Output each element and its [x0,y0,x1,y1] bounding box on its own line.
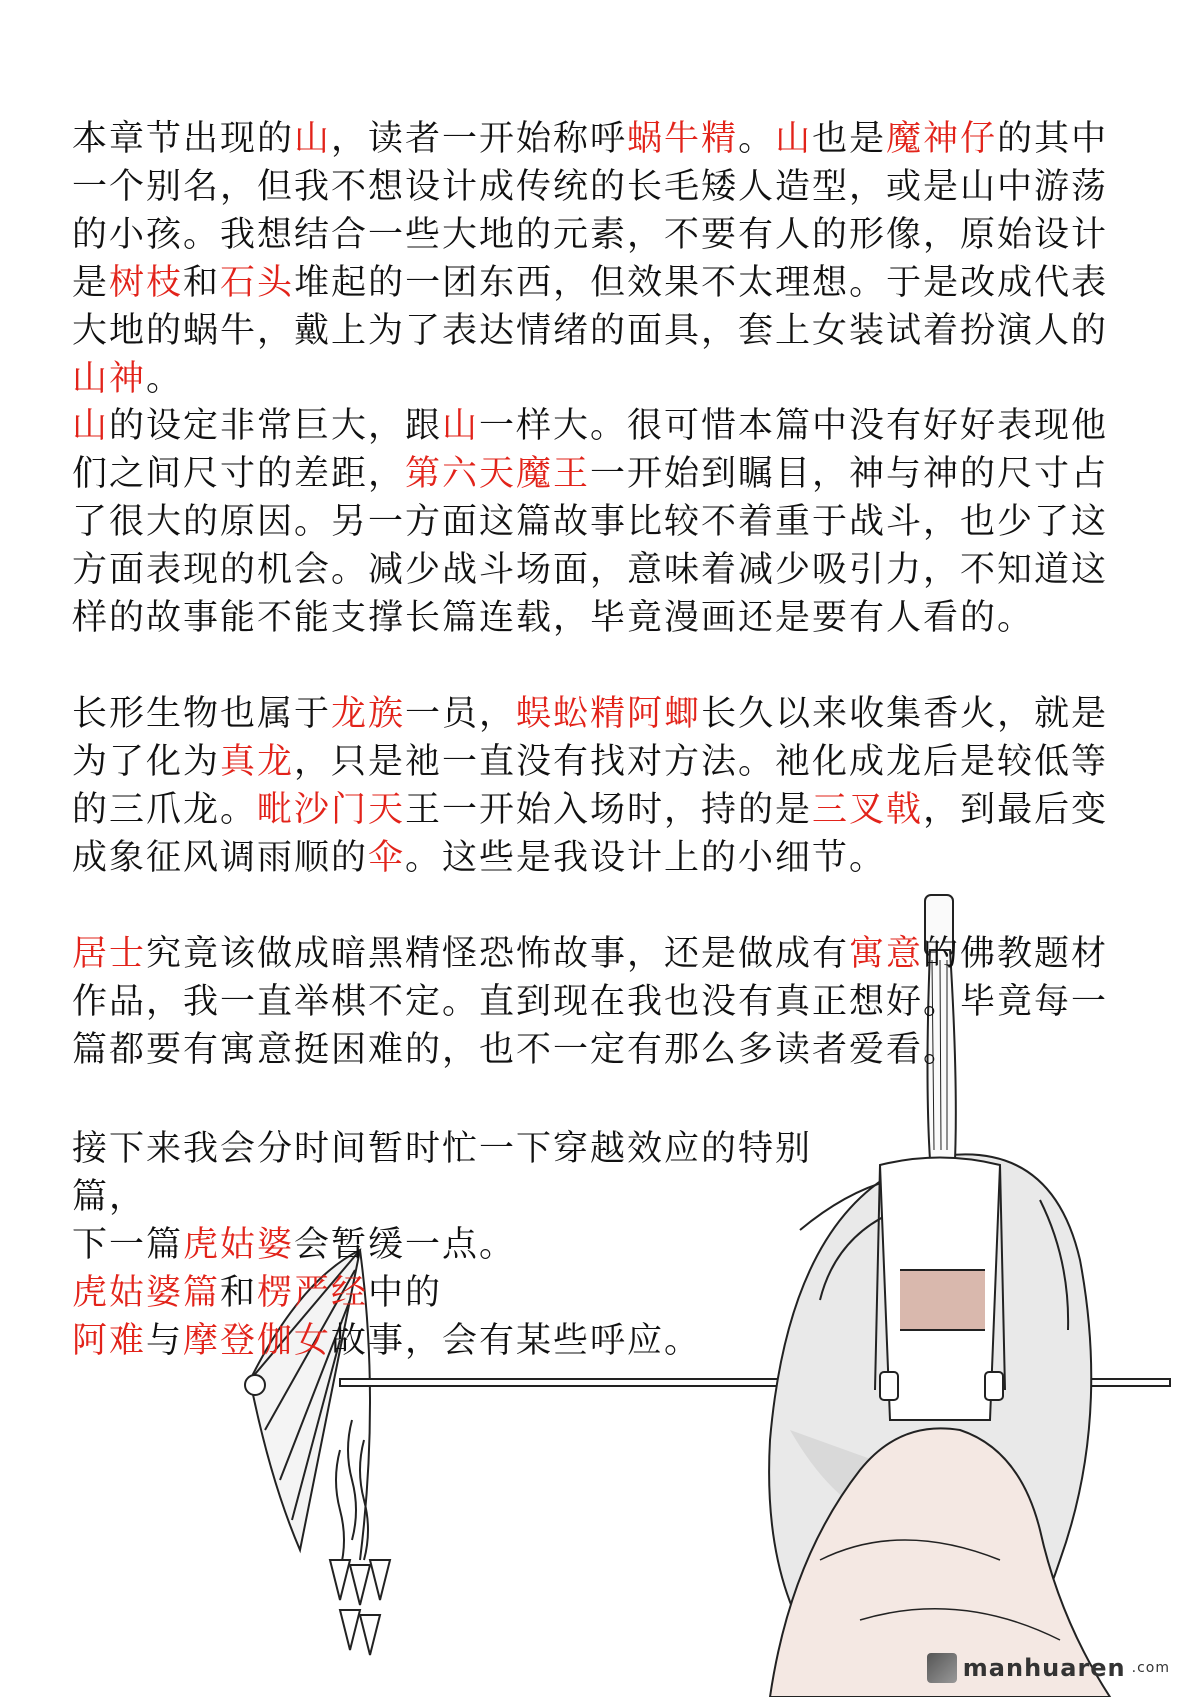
text-segment: ，只是祂一直没有找对方法。祂化成龙后是较低等的三爪龙。 [72,742,1109,830]
paragraph-4 [72,930,1132,1074]
paragraph-3 [72,690,1132,882]
text-segment: 。 [146,359,184,399]
text-segment: 长久以来收集香火，就是为了化为 [72,694,1109,782]
text-segment: 。这些是我设计上的小细节。 [405,838,887,878]
text-segment: 与 [146,1321,184,1361]
text-segment: 也是 [812,119,887,159]
closing-line-2 [72,1221,872,1269]
highlight-term: 虎姑婆篇 [72,1273,221,1313]
text-segment: 中的 [368,1273,443,1313]
text-segment: 会暂缓一点。 [294,1225,517,1265]
highlight-term: 伞 [368,838,406,878]
highlight-term: 魔神仔 [886,119,998,159]
text-segment: ，读者一开始称呼 [331,119,628,159]
highlight-term: 山 [442,406,480,446]
watermark-logo-icon [927,1653,957,1683]
text-segment: 和 [183,263,221,303]
highlight-term: 居士 [72,934,147,974]
highlight-term: 三叉戟 [812,790,924,830]
highlight-term: 虎姑婆 [183,1225,295,1265]
text-segment: 究竟该做成暗黑精怪恐怖故事，还是做成有 [146,934,850,974]
closing-line-3 [72,1269,872,1317]
paragraph-1 [72,115,1132,403]
text-segment: 接下来我会分时间暂时忙一下穿越效应的特别篇， [72,1129,813,1217]
highlight-term: 第六天魔王 [405,454,591,494]
highlight-term: 山 [294,119,332,159]
text-segment: 的其中一个别名，但我不想设计成传统的长毛矮人造型，或是山中游荡的小孩。我想结合一些大地的元素，不要有人的形像，原始设计是 [72,119,1109,303]
paragraph-2 [72,402,1132,642]
watermark-text: manhuaren [962,1654,1126,1682]
highlight-term: 龙族 [331,694,406,734]
highlight-term: 山 [72,406,110,446]
highlight-term: 真龙 [220,742,295,782]
text-segment: 一样大。很可惜本篇中没有好好表现他们之间尺寸的差距， [72,406,1109,494]
site-watermark [927,1653,1170,1683]
highlight-term: 山 [775,119,813,159]
highlight-term: 寓意 [849,934,924,974]
closing-note [72,1125,872,1365]
text-segment: ，到最后变成象征风调雨顺的 [72,790,1109,878]
closing-line-4 [72,1317,872,1365]
highlight-term: 山神 [72,359,147,399]
text-segment: 和 [220,1273,258,1313]
highlight-term: 石头 [220,263,295,303]
highlight-term: 楞严经 [257,1273,369,1313]
text-segment: 长形生物也属于 [72,694,332,734]
closing-line-1 [72,1125,872,1221]
text-segment: 堆起的一团东西，但效果不太理想。于是改成代表大地的蜗牛，戴上为了表达情绪的面具，套上女装试着扮演人的 [72,263,1109,351]
text-segment: 一员， [405,694,517,734]
text-segment: 的设定非常巨大，跟 [109,406,443,446]
text-segment: 本章节出现的 [72,119,295,159]
watermark-suffix: .com [1131,1660,1170,1676]
text-segment: 故事，会有某些呼应。 [331,1321,702,1361]
text-segment: 下一篇 [72,1225,184,1265]
highlight-term: 蜈蚣精阿蝍 [516,694,702,734]
text-segment: 王一开始入场时，持的是 [405,790,813,830]
highlight-term: 摩登伽女 [183,1321,332,1361]
text-segment: 一开始到瞩目，神与神的尺寸占了很大的原因。另一方面这篇故事比较不着重于战斗，也少了这方面表现的机会。减少战斗场面，意味着减少吸引力，不知道这样的故事能不能支撑长篇连载，毕竟漫画还是要有人看的。 [72,454,1109,638]
highlight-term: 阿难 [72,1321,147,1361]
highlight-term: 毗沙门天 [257,790,406,830]
text-segment: 。 [738,119,776,159]
highlight-term: 蜗牛精 [627,119,739,159]
highlight-term: 树枝 [109,263,184,303]
text-segment: 的佛教题材作品，我一直举棋不定。直到现在我也没有真正想好。毕竟每一篇都要有寓意挺困难的，也不一定有那么多读者爱看。 [72,934,1109,1070]
